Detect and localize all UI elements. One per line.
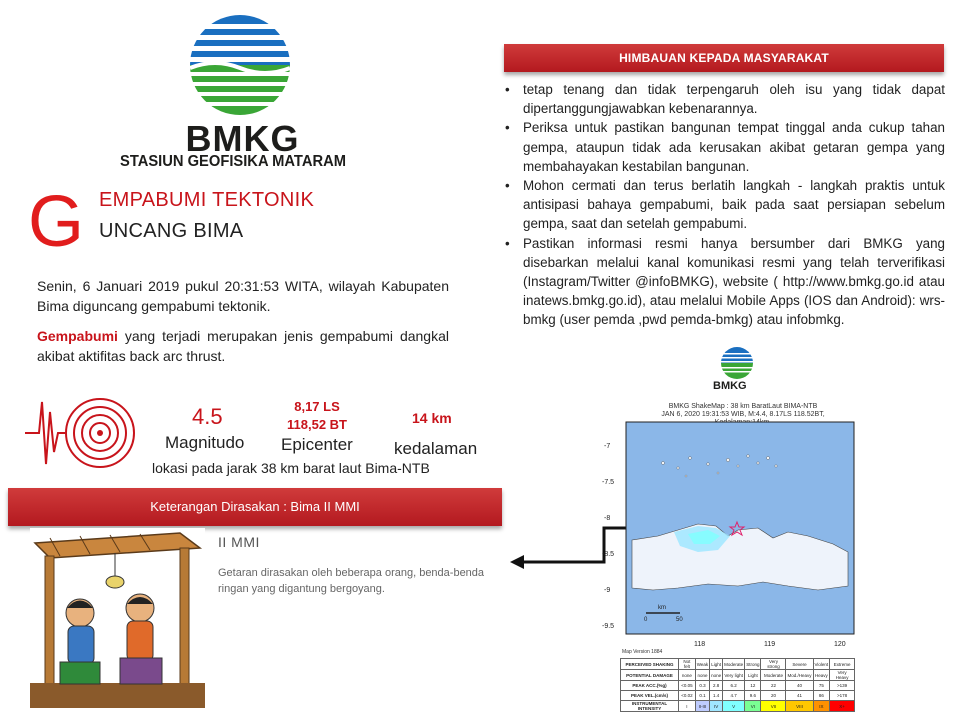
- legend-cell: VIII: [786, 701, 813, 712]
- intensity-legend: [620, 658, 855, 710]
- quake-type-text: yang terjadi merupakan jenis gempabumi dangkal akibat aktifitas back arc thrust.: [37, 328, 449, 364]
- lat-tick-label: -9.5: [602, 623, 615, 630]
- list-item-text: Mohon cermati dan terus berlatih langkah - langkah praktis untuk antisipasi bahaya gempabumi, baik pada saat persiapan sebelum gempa, saat dan setelah gempabumi.: [523, 178, 945, 232]
- legend-row: [621, 691, 855, 701]
- legend-cell: >178: [830, 691, 855, 701]
- shakemap-title-line-1: BMKG ShakeMap : 38 km BaratLaut BIMA-NTB: [668, 403, 818, 410]
- legend-cell: VI: [745, 701, 761, 712]
- appeal-list: [503, 80, 945, 330]
- epicenter-lat: 8,17 LS: [294, 399, 340, 414]
- mmi-title: II MMI: [218, 534, 260, 550]
- legend-cell: V: [723, 701, 745, 712]
- lon-tick-label: 119: [764, 641, 776, 648]
- legend-cell: Very Heavy: [830, 670, 855, 681]
- epicenter-label: Epicenter: [281, 435, 353, 454]
- legend-cell: I: [679, 701, 696, 712]
- list-item-text: Periksa untuk pastikan bangunan tempat tinggal anda cukup tahan gempa, ataupun tidak ada kerusakan akibat getaran gempa yang membahayakan kestabilan bangunan.: [523, 120, 945, 174]
- legend-cell: Mod./Heavy: [786, 670, 813, 681]
- legend-cell: IV: [710, 701, 723, 712]
- legend-cell: none: [695, 670, 709, 681]
- legend-cell: Light: [710, 659, 723, 670]
- legend-cell: Light: [745, 670, 761, 681]
- legend-row-header: PERCEIVED SHAKING: [621, 659, 679, 670]
- legend-cell: none: [679, 670, 696, 681]
- legend-row: [621, 670, 855, 681]
- legend-cell: Not felt: [679, 659, 696, 670]
- magnitude-value: 4.5: [192, 404, 223, 429]
- legend-cell: Heavy: [813, 670, 830, 681]
- legend-cell: 75: [813, 681, 830, 691]
- shakemap-logo-text: BMKG: [713, 380, 747, 392]
- legend-row: [621, 659, 855, 670]
- legend-row-header: PEAK VEL.(cm/s): [621, 691, 679, 701]
- bullet: •: [505, 120, 510, 136]
- list-item-text: tetap tenang dan tidak terpengaruh oleh isu yang tidak dapat dipertanggungjawabkan kebenarannya.: [523, 82, 945, 117]
- map-version: Map Version 1884: [622, 649, 663, 655]
- legend-cell: X+: [830, 701, 855, 712]
- epicenter-value: [282, 398, 352, 434]
- shakemap-title-line-2: JAN 6, 2020 19:31:53 WIB, M:4.4, 8.17LS 118.52BT,: [661, 411, 825, 418]
- intro-paragraph: Senin, 6 Januari 2019 pukul 20:31:53 WITA, wilayah Kabupaten Bima diguncang gempabumi tektonik.: [37, 278, 449, 314]
- list-item-text: Pastikan informasi resmi hanya bersumber dari BMKG yang disebarkan melalui kanal komunikasi resmi yang telah terverifikasi (Instagram/Twitter @infoBMKG), website ( http://www.bmkg.go.id atau inatews.bmkg.go.id), atau melalui Mobile Apps (IOS dan Android): wrs-bmkg (user pemda ,pwd pemda-bmkg) atau infobmkg.: [523, 235, 945, 328]
- legend-cell: Weak: [695, 659, 709, 670]
- legend-cell: 40: [786, 681, 813, 691]
- legend-cell: Very light: [723, 670, 745, 681]
- lat-tick-label: -8: [604, 515, 611, 522]
- shakemap-image: [598, 418, 858, 656]
- bmkg-logo-icon: [185, 10, 295, 120]
- legend-cell: 4.7: [723, 691, 745, 701]
- lon-tick-label: 118: [694, 641, 706, 648]
- legend-row: [621, 701, 855, 712]
- quake-type-highlight: Gempabumi: [37, 328, 118, 344]
- legend-cell: Extreme: [830, 659, 855, 670]
- legend-cell: 0.3: [695, 681, 709, 691]
- title-initial: G: [28, 182, 85, 262]
- lat-tick-label: -7.5: [602, 479, 615, 486]
- mmi-description: Getaran dirasakan oleh beberapa orang, benda-benda ringan yang digantung bergoyang.: [218, 567, 485, 595]
- seismograph-icon: [25, 392, 135, 474]
- legend-cell: VII: [761, 701, 786, 712]
- legend-cell: 2.8: [710, 681, 723, 691]
- legend-cell: II-III: [695, 701, 709, 712]
- legend-cell: Violent: [813, 659, 830, 670]
- logo-text: BMKG: [185, 118, 300, 159]
- epicenter-lon: 118,52 BT: [287, 417, 347, 432]
- legend-cell: Moderate: [723, 659, 745, 670]
- legend-cell: 0.1: [695, 691, 709, 701]
- legend-row-header: INSTRUMENTAL INTENSITY: [621, 701, 679, 712]
- legend-cell: 22: [761, 681, 786, 691]
- legend-cell: 9.6: [745, 691, 761, 701]
- legend-cell: 86: [813, 691, 830, 701]
- legend-cell: 6.2: [723, 681, 745, 691]
- magnitude-label: Magnitudo: [165, 433, 245, 452]
- legend-cell: IX: [813, 701, 830, 712]
- title-line-2: UNCANG BIMA: [99, 220, 244, 242]
- mmi-illustration: [30, 528, 205, 708]
- felt-intensity-bar: Keterangan Dirasakan : Bima II MMI: [8, 488, 502, 526]
- quake-type-paragraph: [37, 326, 449, 366]
- legend-cell: Severe: [786, 659, 813, 670]
- depth-label: kedalaman: [394, 439, 478, 458]
- list-item: [503, 80, 945, 118]
- legend-cell: >139: [830, 681, 855, 691]
- appeal-heading-bar: HIMBAUAN KEPADA MASYARAKAT: [504, 44, 944, 72]
- legend-row-header: PEAK ACC.(%g): [621, 681, 679, 691]
- scale-value: 50: [676, 617, 683, 623]
- legend-cell: 12: [745, 681, 761, 691]
- station-name: STASIUN GEOFISIKA MATARAM: [120, 153, 346, 170]
- lat-tick-label: -8.5: [602, 551, 615, 558]
- legend-cell: 1.4: [710, 691, 723, 701]
- scale-value: 0: [644, 617, 648, 623]
- legend-cell: Moderate: [761, 670, 786, 681]
- title-line-1: EMPABUMI TEKTONIK: [99, 189, 315, 211]
- intensity-legend-table: [620, 658, 855, 712]
- lon-tick-label: 120: [834, 641, 846, 648]
- legend-cell: none: [710, 670, 723, 681]
- legend-row: [621, 681, 855, 691]
- legend-row-header: POTENTIAL DAMAGE: [621, 670, 679, 681]
- bullet: •: [505, 235, 510, 251]
- legend-cell: Very strong: [761, 659, 786, 670]
- bullet: •: [505, 82, 510, 97]
- lat-tick-label: -7: [604, 443, 611, 450]
- legend-cell: 41: [786, 691, 813, 701]
- scale-unit: km: [658, 605, 666, 611]
- legend-cell: <0.05: [679, 681, 696, 691]
- list-item: [503, 234, 945, 330]
- bullet: •: [505, 178, 510, 194]
- location-text: lokasi pada jarak 38 km barat laut Bima-NTB: [152, 460, 430, 476]
- legend-cell: Strong: [745, 659, 761, 670]
- legend-cell: <0.02: [679, 691, 696, 701]
- depth-value: 14 km: [412, 410, 452, 426]
- list-item: [503, 176, 945, 234]
- list-item: [503, 118, 945, 176]
- shakemap-bmkg-logo-icon: [717, 346, 757, 380]
- lat-tick-label: -9: [604, 587, 611, 594]
- legend-cell: 20: [761, 691, 786, 701]
